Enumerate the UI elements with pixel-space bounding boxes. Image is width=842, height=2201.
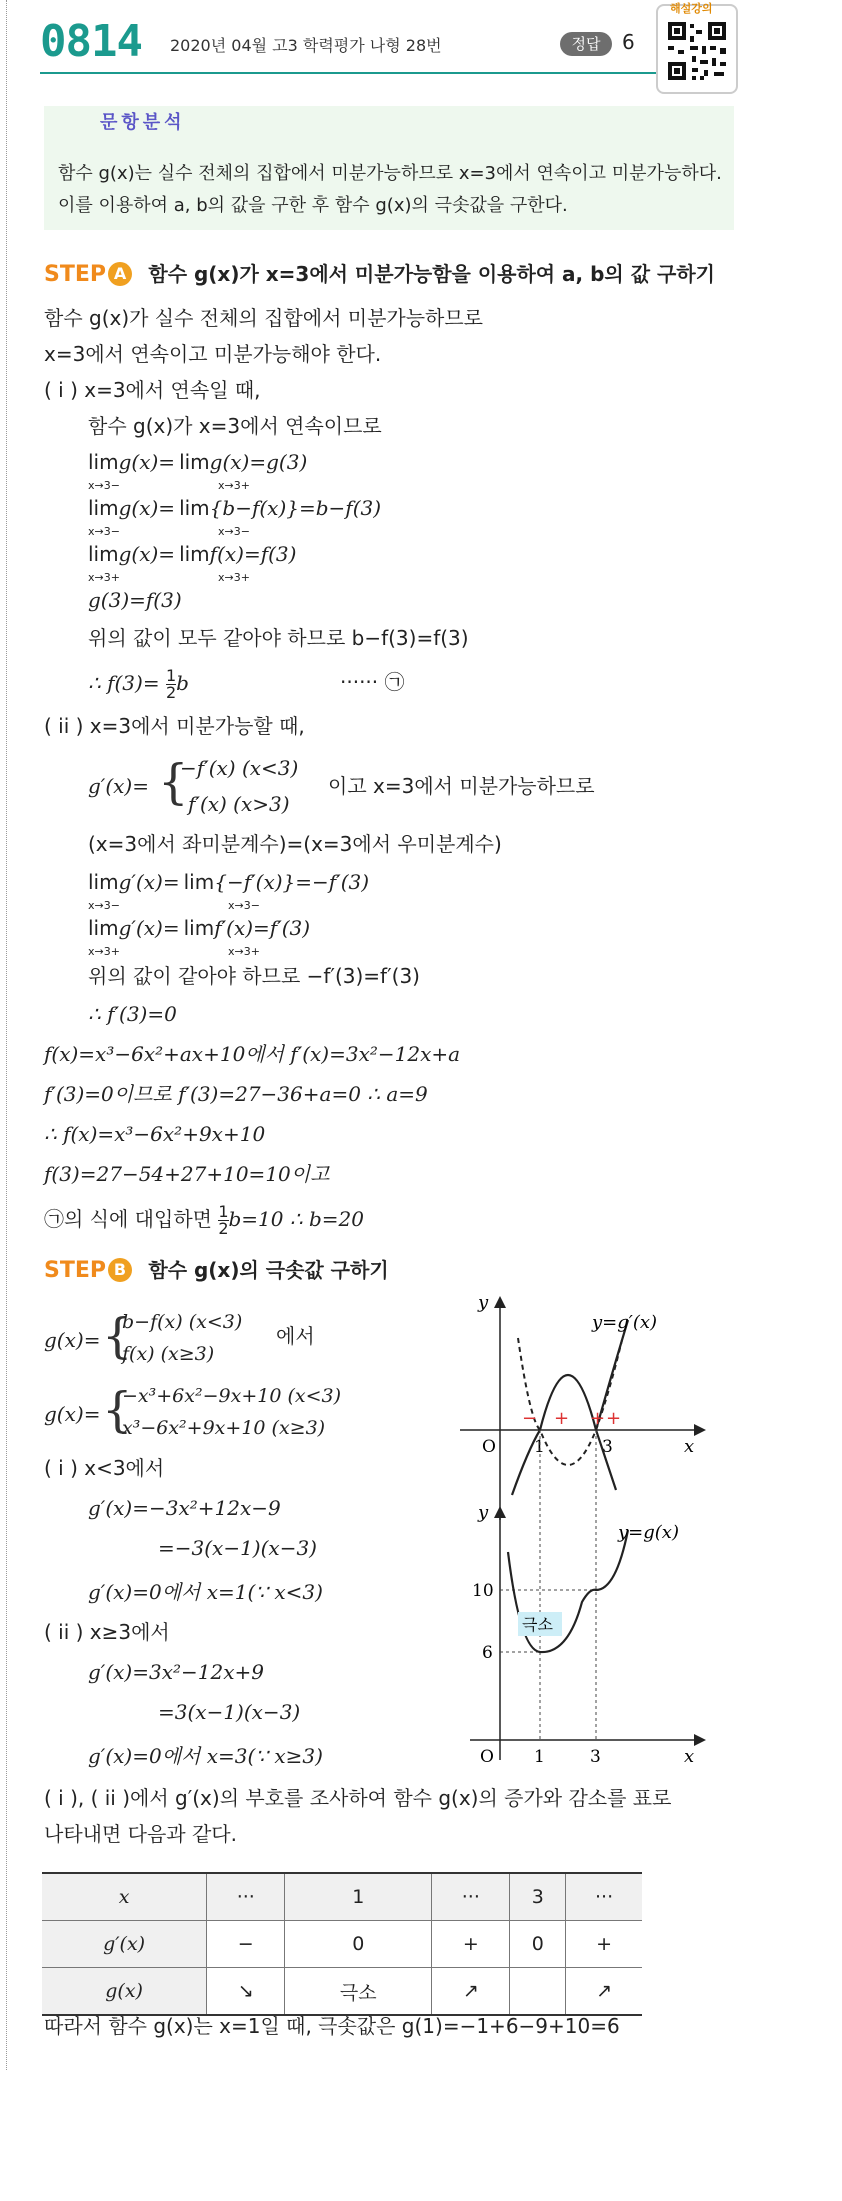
analysis-line-2: 이를 이용하여 a, b의 값을 구한 후 함수 g(x)의 극솟값을 구한다. bbox=[58, 195, 568, 216]
piecewise-case-1: −f′(x) (x<3) bbox=[180, 756, 299, 780]
bottom-tick-3: 3 bbox=[590, 1747, 601, 1767]
top-origin: O bbox=[482, 1437, 496, 1457]
equation-line: ∴ f(x)=x³−6x²+9x+10 bbox=[44, 1122, 266, 1146]
problem-source: 2020년 04월 고3 학력평가 나형 28번 bbox=[170, 36, 442, 55]
equation-line: g′(x)=0에서 x=1(∵ x<3) bbox=[88, 1580, 323, 1604]
piecewise-case-2: f′(x) (x>3) bbox=[188, 792, 290, 816]
table-cell: g′(x) bbox=[42, 1921, 207, 1968]
answer-value: 6 bbox=[622, 30, 635, 54]
limit-subscript: x→3− bbox=[218, 525, 250, 538]
bottom-x-label: x bbox=[684, 1746, 695, 1767]
limit-subscript: x→3− bbox=[88, 479, 120, 492]
step-a-title: 함수 g(x)가 x=3에서 미분가능함을 이용하여 a, b의 값 구하기 bbox=[148, 262, 715, 286]
final-answer-line: 따라서 함수 g(x)는 x=1일 때, 극솟값은 g(1)=−1+6−9+10=6 bbox=[44, 2014, 620, 2038]
top-curve-label: y=g′(x) bbox=[592, 1312, 658, 1333]
table-cell: ↗ bbox=[566, 1968, 642, 2016]
top-y-label: y bbox=[478, 1292, 489, 1313]
piecewise-lhs: g(x)= bbox=[44, 1328, 101, 1352]
step-a-letter: A bbox=[108, 262, 132, 286]
step-b-letter: B bbox=[108, 1258, 132, 1282]
graphs bbox=[450, 1290, 810, 1780]
table-cell: ↘ bbox=[207, 1968, 285, 2016]
conclusion-line-1: ( i ), ( ii )에서 g′(x)의 부호를 조사하여 함수 g(x)의 증가와 감소를 표로 bbox=[44, 1786, 672, 1810]
sign-table bbox=[42, 1872, 642, 2016]
piecewise-case-1: b−f(x) (x<3) bbox=[122, 1311, 243, 1333]
table-cell: 1 bbox=[285, 1873, 432, 1921]
piecewise-lhs: g′(x)= bbox=[88, 774, 149, 798]
limit-line: limg′(x)= limf′(x)=f′(3) bbox=[88, 916, 311, 940]
step-b-title: 함수 g(x)의 극솟값 구하기 bbox=[148, 1258, 389, 1282]
piecewise-brace: { bbox=[102, 1308, 133, 1364]
analysis-line-1: 함수 g(x)는 실수 전체의 집합에서 미분가능하므로 x=3에서 연속이고 미분가능하다. bbox=[58, 163, 722, 184]
limit-subscript: x→3+ bbox=[218, 479, 250, 492]
sign-2: + bbox=[554, 1408, 570, 1429]
text-line: 함수 g(x)가 x=3에서 연속이므로 bbox=[88, 414, 382, 438]
text-line: 함수 g(x)가 실수 전체의 집합에서 미분가능하므로 bbox=[44, 306, 484, 330]
limit-line: limg(x)= limf(x)=f(3) bbox=[88, 542, 297, 566]
answer-label: 정답 bbox=[560, 32, 612, 56]
table-cell: 0 bbox=[285, 1921, 432, 1968]
bottom-y-10: 10 bbox=[472, 1581, 494, 1601]
step-a-heading bbox=[44, 260, 715, 289]
limit-subscript: x→3+ bbox=[88, 945, 120, 958]
qr-tag: 해설강의 bbox=[670, 2, 713, 15]
piecewise-lhs: g(x)= bbox=[44, 1402, 101, 1426]
table-row bbox=[42, 1921, 642, 1968]
bottom-curve-label: y=g(x) bbox=[618, 1522, 679, 1543]
piecewise-brace: { bbox=[158, 754, 189, 810]
step-b-tag: STEP bbox=[44, 1258, 107, 1283]
piecewise-brace: { bbox=[102, 1382, 133, 1438]
step-b-heading bbox=[44, 1256, 389, 1285]
table-cell: ↗ bbox=[432, 1968, 510, 2016]
text-line: 위의 값이 모두 같아야 하므로 b−f(3)=f(3) bbox=[88, 626, 469, 650]
bottom-y-label: y bbox=[478, 1502, 489, 1523]
case-ii-heading: ( ii ) x≥3에서 bbox=[44, 1620, 170, 1644]
bottom-y-6: 6 bbox=[482, 1643, 493, 1663]
table-cell: g(x) bbox=[42, 1968, 207, 2016]
table-cell: ··· bbox=[432, 1873, 510, 1921]
header-divider bbox=[40, 72, 656, 74]
page-margin-dots bbox=[6, 0, 7, 2070]
equation-marker: ······ ㉠ bbox=[340, 670, 405, 694]
text-line: x=3에서 연속이고 미분가능해야 한다. bbox=[44, 342, 382, 366]
limit-line: limg′(x)= lim{−f′(x)}=−f′(3) bbox=[88, 870, 370, 894]
step-a-tag: STEP bbox=[44, 262, 107, 287]
text-line: 위의 값이 같아야 하므로 −f′(3)=f′(3) bbox=[88, 964, 420, 988]
result-line: ㉠의 식에 대입하면 $\frac{1}{2}$ b=10 ∴ b=20 bbox=[44, 1202, 364, 1238]
equation-line: =−3(x−1)(x−3) bbox=[158, 1536, 317, 1560]
equation-line: g(3)=f(3) bbox=[88, 588, 182, 612]
limit-subscript: x→3− bbox=[228, 899, 260, 912]
case-ii-heading: ( ii ) x=3에서 미분가능할 때, bbox=[44, 714, 305, 738]
result-line: ∴ f′(3)=0 bbox=[88, 1002, 177, 1026]
equation-line: =3(x−1)(x−3) bbox=[158, 1700, 301, 1724]
table-cell: x bbox=[42, 1873, 207, 1921]
case-i-heading: ( i ) x=3에서 연속일 때, bbox=[44, 378, 261, 402]
equation-line: g′(x)=3x²−12x+9 bbox=[88, 1660, 264, 1684]
table-cell bbox=[510, 1968, 566, 2016]
text-line: 이고 x=3에서 미분가능하므로 bbox=[328, 774, 595, 798]
table-row bbox=[42, 1968, 642, 2016]
bottom-tick-1: 1 bbox=[534, 1747, 545, 1767]
sign-3: + bbox=[590, 1408, 606, 1429]
min-label: 극소 bbox=[522, 1615, 553, 1634]
bottom-origin: O bbox=[480, 1747, 494, 1767]
equation-line: g′(x)=−3x²+12x−9 bbox=[88, 1496, 281, 1520]
piecewise-case-2: x³−6x²+9x+10 (x≥3) bbox=[122, 1417, 326, 1439]
conclusion-line-2: 나타내면 다음과 같다. bbox=[44, 1822, 237, 1846]
limit-subscript: x→3+ bbox=[218, 571, 250, 584]
limit-subscript: x→3+ bbox=[88, 571, 120, 584]
sign-4: + bbox=[606, 1408, 622, 1429]
table-row bbox=[42, 1873, 642, 1921]
limit-subscript: x→3− bbox=[88, 525, 120, 538]
piecewise-case-1: −x³+6x²−9x+10 (x<3) bbox=[122, 1385, 342, 1407]
equation-line: f(x)=x³−6x²+ax+10에서 f′(x)=3x²−12x+a bbox=[44, 1042, 461, 1066]
table-cell: ··· bbox=[566, 1873, 642, 1921]
top-x-label: x bbox=[684, 1436, 695, 1457]
case-i-heading: ( i ) x<3에서 bbox=[44, 1456, 165, 1480]
limit-line: limg(x)= limg(x)=g(3) bbox=[88, 450, 308, 474]
equation-line: f(3)=27−54+27+10=10이고 bbox=[44, 1162, 330, 1186]
table-cell: 극소 bbox=[285, 1968, 432, 2016]
equation-line: f′(3)=0이므로 f′(3)=27−36+a=0 ∴ a=9 bbox=[44, 1082, 428, 1106]
table-cell: + bbox=[566, 1921, 642, 1968]
text-line: (x=3에서 좌미분계수)=(x=3에서 우미분계수) bbox=[88, 832, 502, 856]
analysis-title: 문항분석 bbox=[100, 112, 186, 133]
sign-1: − bbox=[522, 1408, 538, 1429]
table-cell: ··· bbox=[207, 1873, 285, 1921]
problem-number: 0814 bbox=[40, 16, 142, 67]
text-suffix: 에서 bbox=[276, 1324, 315, 1348]
table-cell: 0 bbox=[510, 1921, 566, 1968]
limit-subscript: x→3− bbox=[88, 899, 120, 912]
table-cell: + bbox=[432, 1921, 510, 1968]
equation-line: g′(x)=0에서 x=3(∵ x≥3) bbox=[88, 1744, 323, 1768]
top-tick-3: 3 bbox=[602, 1437, 613, 1457]
piecewise-case-2: f(x) (x≥3) bbox=[122, 1343, 215, 1365]
result-line: ∴ f(3)= $\frac{1}{2}$ b bbox=[88, 666, 189, 702]
table-cell: − bbox=[207, 1921, 285, 1968]
table-cell: 3 bbox=[510, 1873, 566, 1921]
limit-line: limg(x)= lim{b−f(x)}=b−f(3) bbox=[88, 496, 382, 520]
top-tick-1: 1 bbox=[534, 1437, 545, 1457]
limit-subscript: x→3+ bbox=[228, 945, 260, 958]
qr-code[interactable] bbox=[656, 4, 738, 94]
